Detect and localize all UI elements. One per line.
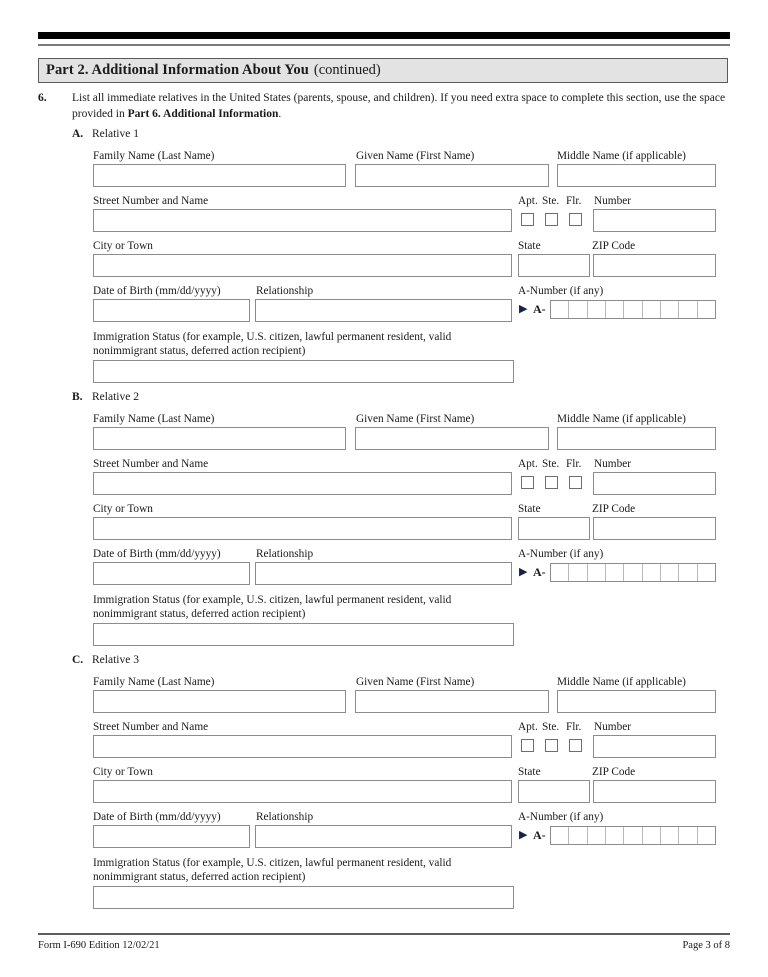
footer-page-number: Page 3 of 8 <box>682 940 730 951</box>
relative-2-anumber-arrow-icon: ▶ <box>519 566 528 578</box>
anumber-cell[interactable] <box>643 301 661 318</box>
relative-2-title: Relative 2 <box>92 391 139 403</box>
relative-3-relationship-input[interactable] <box>255 825 512 848</box>
anumber-cell[interactable] <box>698 564 715 581</box>
anumber-cell[interactable] <box>624 827 642 844</box>
relative-3-apt-checkbox[interactable] <box>521 739 534 752</box>
relative-1-flr-checkbox[interactable] <box>569 213 582 226</box>
relative-1-anumber-prefix: A- <box>533 302 546 316</box>
part-header-continued: (continued) <box>313 62 381 78</box>
relative-1-relationship-input[interactable] <box>255 299 512 322</box>
anumber-cell[interactable] <box>698 301 715 318</box>
part-header-bar <box>38 58 728 83</box>
relative-1-given-name-input[interactable] <box>355 164 549 187</box>
relative-1-ste-label: Ste. <box>542 195 560 207</box>
anumber-cell[interactable] <box>588 301 606 318</box>
anumber-cell[interactable] <box>679 827 697 844</box>
relative-3-letter: C. <box>72 654 84 666</box>
item-number: 6. <box>38 92 47 104</box>
top-rule-thin <box>38 44 730 46</box>
anumber-cell[interactable] <box>606 564 624 581</box>
relative-1-zip-input[interactable] <box>593 254 716 277</box>
relative-1-family-name-label: Family Name (Last Name) <box>93 150 215 162</box>
relative-3-anumber-prefix: A- <box>533 828 546 842</box>
relative-2-middle-name-input[interactable] <box>557 427 716 450</box>
relative-2-given-name-label: Given Name (First Name) <box>356 413 475 425</box>
relative-3-city-label: City or Town <box>93 766 153 778</box>
relative-3-state-input[interactable] <box>518 780 590 803</box>
relative-2-immigration-status-input[interactable] <box>93 623 514 646</box>
relative-2-middle-name-label: Middle Name (if applicable) <box>557 413 686 425</box>
item-instruction-text <box>72 91 730 122</box>
relative-1-dob-input[interactable] <box>93 299 250 322</box>
relative-2-city-input[interactable] <box>93 517 512 540</box>
relative-2-given-name-input[interactable] <box>355 427 549 450</box>
relative-1-immigration-status-label: Immigration Status (for example, U.S. citizen, lawful permanent resident, valid nonimmigrant status, deferred action recipient) <box>93 331 452 357</box>
relative-3-immigration-status-label: Immigration Status (for example, U.S. citizen, lawful permanent resident, valid nonimmigrant status, deferred action recipient) <box>93 857 452 883</box>
relative-1-street-input[interactable] <box>93 209 512 232</box>
relative-3-dob-input[interactable] <box>93 825 250 848</box>
relative-3-zip-input[interactable] <box>593 780 716 803</box>
anumber-cell[interactable] <box>679 564 697 581</box>
relative-2-family-name-label: Family Name (Last Name) <box>93 413 215 425</box>
relative-3-anumber-input[interactable] <box>550 826 716 845</box>
relative-3-apt-label: Apt. <box>518 721 538 733</box>
relative-1-immigration-status-input[interactable] <box>93 360 514 383</box>
relative-1-flr-label: Flr. <box>566 195 582 207</box>
relative-3-ste-label: Ste. <box>542 721 560 733</box>
relative-1-anumber-input[interactable] <box>550 300 716 319</box>
relative-1-apt-label: Apt. <box>518 195 538 207</box>
relative-2-flr-label: Flr. <box>566 458 582 470</box>
relative-1-family-name-input[interactable] <box>93 164 346 187</box>
relative-3-city-input[interactable] <box>93 780 512 803</box>
relative-2-ste-checkbox[interactable] <box>545 476 558 489</box>
anumber-cell[interactable] <box>679 301 697 318</box>
relative-3-given-name-label: Given Name (First Name) <box>356 676 475 688</box>
footer-form-edition: Form I-690 Edition 12/02/21 <box>38 940 160 951</box>
relative-1-zip-label: ZIP Code <box>592 240 636 252</box>
relative-3-street-input[interactable] <box>93 735 512 758</box>
relative-2-relationship-label: Relationship <box>256 548 314 560</box>
relative-3-given-name-input[interactable] <box>355 690 549 713</box>
relative-3-state-label: State <box>518 766 541 778</box>
relative-3-family-name-input[interactable] <box>93 690 346 713</box>
relative-3-title: Relative 3 <box>92 654 139 666</box>
relative-3-anumber-label: A-Number (if any) <box>518 811 604 823</box>
relative-3-relationship-label: Relationship <box>256 811 314 823</box>
relative-2-apt-checkbox[interactable] <box>521 476 534 489</box>
part-header-title: Part 2. Additional Information About You <box>46 62 309 78</box>
relative-1-unit-number-label: Number <box>594 195 632 207</box>
relative-2-city-label: City or Town <box>93 503 153 515</box>
relative-2-street-label: Street Number and Name <box>93 458 209 470</box>
relative-2-zip-label: ZIP Code <box>592 503 636 515</box>
relative-2-anumber-input[interactable] <box>550 563 716 582</box>
relative-3-unit-number-label: Number <box>594 721 632 733</box>
anumber-cell[interactable] <box>698 827 715 844</box>
anumber-cell[interactable] <box>624 564 642 581</box>
relative-2-letter: B. <box>72 391 83 403</box>
relative-3-street-label: Street Number and Name <box>93 721 209 733</box>
relative-2-unit-number-label: Number <box>594 458 632 470</box>
relative-1-relationship-label: Relationship <box>256 285 314 297</box>
relative-3-anumber-arrow-icon: ▶ <box>519 829 528 841</box>
relative-2-dob-label: Date of Birth (mm/dd/yyyy) <box>93 548 221 560</box>
relative-2-state-label: State <box>518 503 541 515</box>
item-text-before: List all immediate relatives in the United States (parents, spouse, and children). If you need extra space to complete this section, use the space provided in <box>72 92 726 120</box>
relative-1-ste-checkbox[interactable] <box>545 213 558 226</box>
relative-1-dob-label: Date of Birth (mm/dd/yyyy) <box>93 285 221 297</box>
relative-3-flr-label: Flr. <box>566 721 582 733</box>
anumber-cell[interactable] <box>588 564 606 581</box>
relative-2-immigration-status-label: Immigration Status (for example, U.S. citizen, lawful permanent resident, valid nonimmigrant status, deferred action recipient) <box>93 594 452 620</box>
relative-2-anumber-prefix: A- <box>533 565 546 579</box>
relative-3-unit-number-input[interactable] <box>593 735 716 758</box>
relative-3-dob-label: Date of Birth (mm/dd/yyyy) <box>93 811 221 823</box>
anumber-cell[interactable] <box>551 827 569 844</box>
anumber-cell[interactable] <box>661 827 679 844</box>
relative-1-middle-name-label: Middle Name (if applicable) <box>557 150 686 162</box>
relative-1-given-name-label: Given Name (First Name) <box>356 150 475 162</box>
relative-3-ste-checkbox[interactable] <box>545 739 558 752</box>
relative-3-middle-name-input[interactable] <box>557 690 716 713</box>
anumber-cell[interactable] <box>551 301 569 318</box>
relative-1-city-label: City or Town <box>93 240 153 252</box>
anumber-cell[interactable] <box>624 301 642 318</box>
relative-3-immigration-status-input[interactable] <box>93 886 514 909</box>
relative-1-letter: A. <box>72 128 84 140</box>
anumber-cell[interactable] <box>643 564 661 581</box>
anumber-cell[interactable] <box>643 827 661 844</box>
relative-2-anumber-label: A-Number (if any) <box>518 548 604 560</box>
relative-3-flr-checkbox[interactable] <box>569 739 582 752</box>
relative-1-title: Relative 1 <box>92 128 139 140</box>
relative-2-flr-checkbox[interactable] <box>569 476 582 489</box>
relative-3-middle-name-label: Middle Name (if applicable) <box>557 676 686 688</box>
anumber-cell[interactable] <box>569 301 587 318</box>
relative-2-family-name-input[interactable] <box>93 427 346 450</box>
anumber-cell[interactable] <box>569 564 587 581</box>
relative-2-zip-input[interactable] <box>593 517 716 540</box>
relative-2-dob-input[interactable] <box>93 562 250 585</box>
relative-1-state-input[interactable] <box>518 254 590 277</box>
relative-1-anumber-arrow-icon: ▶ <box>519 303 528 315</box>
relative-1-state-label: State <box>518 240 541 252</box>
anumber-cell[interactable] <box>569 827 587 844</box>
relative-1-unit-number-input[interactable] <box>593 209 716 232</box>
anumber-cell[interactable] <box>551 564 569 581</box>
relative-1-anumber-label: A-Number (if any) <box>518 285 604 297</box>
relative-2-state-input[interactable] <box>518 517 590 540</box>
item-text-bold: Part 6. Additional Information <box>127 107 279 120</box>
anumber-cell[interactable] <box>661 564 679 581</box>
relative-3-family-name-label: Family Name (Last Name) <box>93 676 215 688</box>
relative-1-city-input[interactable] <box>93 254 512 277</box>
footer-rule <box>38 933 730 935</box>
top-rule-thick <box>38 32 730 39</box>
relative-1-street-label: Street Number and Name <box>93 195 209 207</box>
relative-1-apt-checkbox[interactable] <box>521 213 534 226</box>
anumber-cell[interactable] <box>606 827 624 844</box>
relative-2-unit-number-input[interactable] <box>593 472 716 495</box>
relative-2-apt-label: Apt. <box>518 458 538 470</box>
relative-3-zip-label: ZIP Code <box>592 766 636 778</box>
relative-2-street-input[interactable] <box>93 472 512 495</box>
anumber-cell[interactable] <box>606 301 624 318</box>
relative-2-ste-label: Ste. <box>542 458 560 470</box>
relative-2-relationship-input[interactable] <box>255 562 512 585</box>
relative-1-middle-name-input[interactable] <box>557 164 716 187</box>
anumber-cell[interactable] <box>661 301 679 318</box>
anumber-cell[interactable] <box>588 827 606 844</box>
item-text-after: . <box>278 107 282 120</box>
